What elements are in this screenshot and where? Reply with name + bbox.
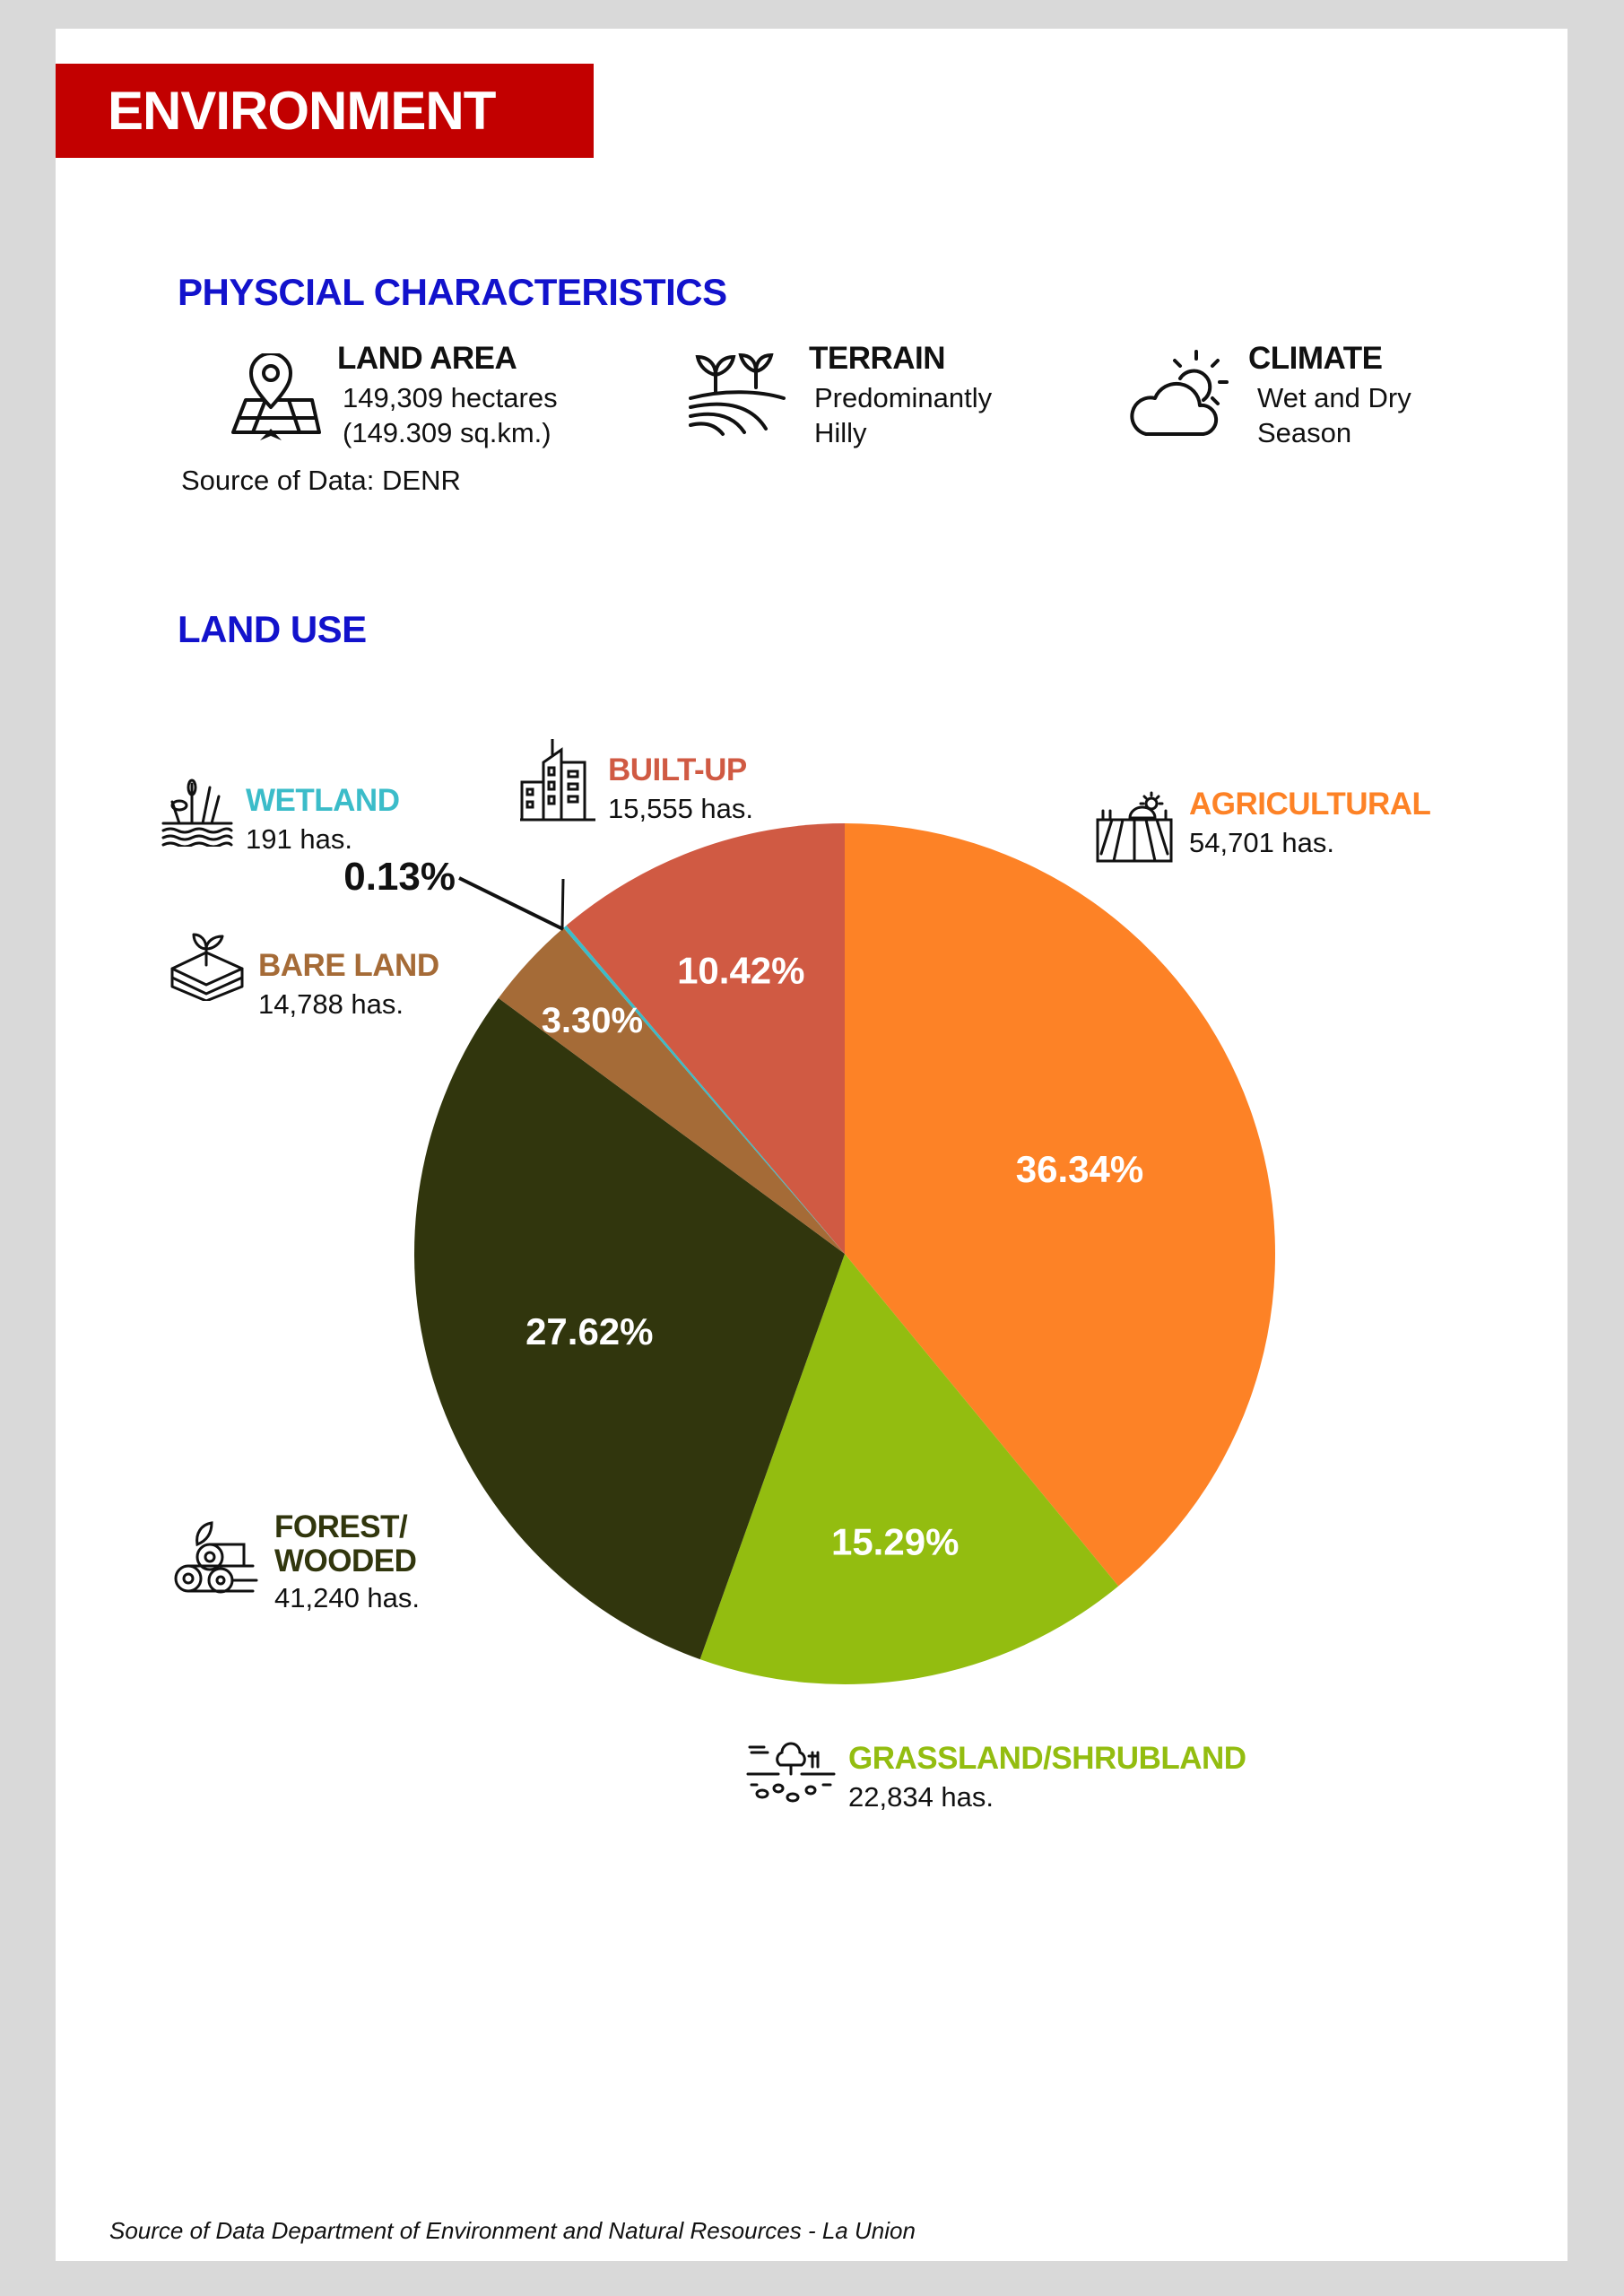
climate-value-line1: Wet and Dry (1257, 382, 1411, 413)
footer-source: Source of Data Department of Environment and Natural Resources - La Union (109, 2217, 916, 2244)
terrain-label: TERRAIN (809, 341, 946, 376)
bare-land-label: BARE LAND (258, 948, 439, 983)
grassland-shrubland-area: 22,834 has. (848, 1781, 994, 1813)
forest-wooded-label: FOREST/ WOODED (274, 1509, 417, 1578)
wetland-label: WETLAND (246, 783, 400, 818)
terrain-value-line1: Predominantly (814, 382, 993, 413)
pie-label-wetland: 0.13% (343, 855, 456, 899)
land-area-hectares: 149,309 hectares (343, 382, 558, 413)
physical-characteristics-title: PHYSCIAL CHARACTERISTICS (178, 271, 727, 313)
agricultural-label: AGRICULTURAL (1189, 787, 1431, 822)
land-area-sqkm: (149.309 sq.km.) (343, 417, 551, 448)
wetland-callout-line (459, 878, 563, 929)
terrain-value-line2: Hilly (814, 417, 867, 448)
buildings-icon (520, 735, 595, 822)
land-area-label: LAND AREA (337, 341, 517, 376)
land-use-title: LAND USE (178, 608, 367, 650)
pie-label-agricultural: 36.34% (1015, 1148, 1144, 1190)
climate-value-line2: Season (1257, 417, 1352, 448)
built-up-label: BUILT-UP (608, 752, 747, 787)
infographic-page (56, 29, 1568, 2261)
forest-wooded-area: 41,240 has. (274, 1582, 421, 1613)
logs-icon (170, 1521, 260, 1595)
grassland-shrubland-label: GRASSLAND/SHRUBLAND (848, 1741, 1246, 1776)
wetland-icon (161, 775, 233, 847)
bare-land-area: 14,788 has. (258, 988, 404, 1020)
wetland-area: 191 has. (246, 823, 352, 855)
page-banner: ENVIRONMENT (56, 64, 594, 158)
built-up-area: 15,555 has. (608, 793, 754, 824)
pie-label-forest-wooded: 27.62% (525, 1309, 654, 1352)
soil-sprout-icon (170, 933, 244, 1001)
physical-source: Source of Data: DENR (181, 465, 461, 496)
wetland-leader-line (562, 879, 563, 929)
land-use-pie-chart (56, 29, 1568, 2261)
farm-field-icon (1096, 791, 1173, 863)
pie-label-built-up: 10.42% (677, 949, 805, 992)
climate-label: CLIMATE (1248, 341, 1383, 376)
grassland-icon (746, 1735, 836, 1803)
pie-label-grassland-shrubland: 15.29% (830, 1520, 960, 1563)
agricultural-area: 54,701 has. (1189, 827, 1335, 858)
pie-label-bare-land: 3.30% (541, 1001, 644, 1040)
